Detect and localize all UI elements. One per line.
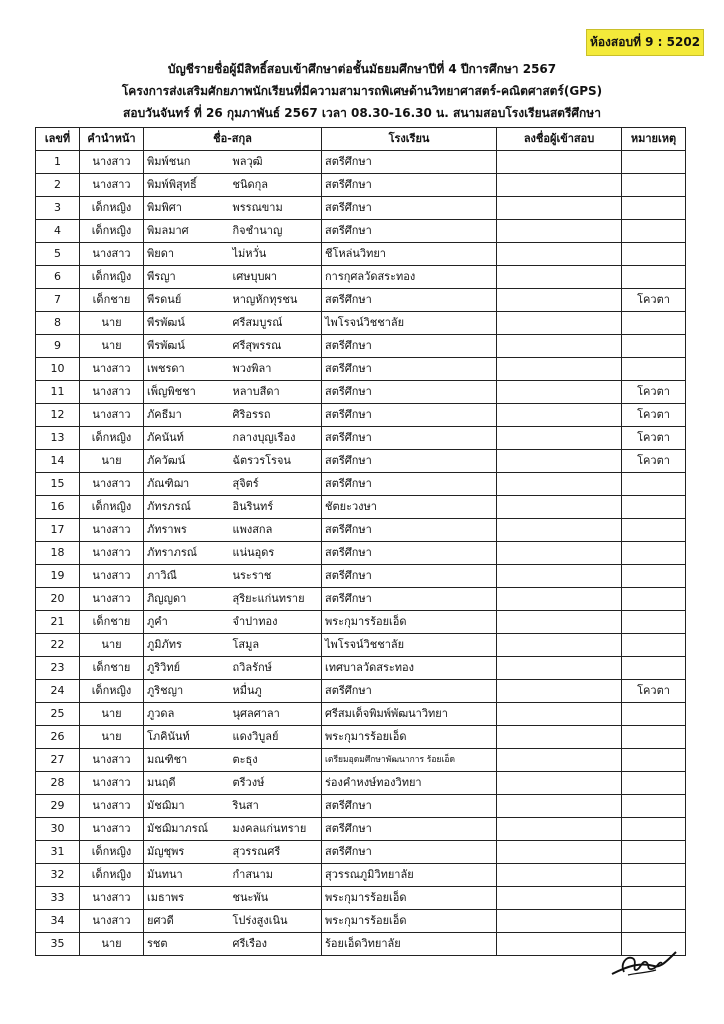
table-row [36, 197, 686, 220]
table-row [36, 818, 686, 841]
school-name: สตรีศึกษา [322, 680, 497, 703]
signature-cell [497, 266, 622, 289]
table-row [36, 657, 686, 680]
project-title: โครงการส่งเสริมศักยภาพนักเรียนที่มีความสามารถพิเศษด้านวิทยาศาสตร์-คณิตศาสตร์(GPS) [121, 84, 603, 98]
name-prefix: นางสาว [80, 887, 144, 910]
first-name: ภูคำ [144, 611, 230, 634]
note-cell [622, 151, 686, 174]
first-name: ภูริวิทย์ [144, 657, 230, 680]
name-prefix: นางสาว [80, 358, 144, 381]
row-number: 28 [36, 772, 80, 795]
row-number: 15 [36, 473, 80, 496]
name-prefix: นางสาว [80, 404, 144, 427]
table-row [36, 427, 686, 450]
table-row [36, 450, 686, 473]
table-row [36, 174, 686, 197]
last-name: นุศลศาลา [230, 703, 322, 726]
last-name: โปร่งสูงเนิน [230, 910, 322, 933]
school-name: สตรีศึกษา [322, 519, 497, 542]
signature-cell [497, 588, 622, 611]
table-row [36, 726, 686, 749]
first-name: พีรพัฒน์ [144, 335, 230, 358]
last-name: พวงพิลา [230, 358, 322, 381]
signature-cell [497, 611, 622, 634]
signature-cell [497, 542, 622, 565]
first-name: ภูวดล [144, 703, 230, 726]
name-prefix: นางสาว [80, 519, 144, 542]
name-prefix: นาย [80, 312, 144, 335]
school-name: ร่องคำหงษ์ทองวิทยา [322, 772, 497, 795]
first-name: ภัทราภรณ์ [144, 542, 230, 565]
note-cell [622, 542, 686, 565]
row-number: 20 [36, 588, 80, 611]
last-name: ศรีสุพรรณ [230, 335, 322, 358]
note-cell [622, 864, 686, 887]
signature-cell [497, 634, 622, 657]
name-prefix: นางสาว [80, 910, 144, 933]
signature-cell [497, 887, 622, 910]
first-name: มัญชุพร [144, 841, 230, 864]
school-name: สตรีศึกษา [322, 335, 497, 358]
col-header-school: โรงเรียน [322, 128, 497, 151]
note-cell [622, 312, 686, 335]
signature-cell [497, 381, 622, 404]
table-row [36, 496, 686, 519]
table-row [36, 588, 686, 611]
first-name: พิมพิศา [144, 197, 230, 220]
note-cell [622, 703, 686, 726]
signature-cell [497, 841, 622, 864]
signature-cell [497, 519, 622, 542]
school-name: พระกุมารร้อยเอ็ด [322, 611, 497, 634]
last-name: โสมูล [230, 634, 322, 657]
last-name: แพงสกล [230, 519, 322, 542]
table-header-row [36, 128, 686, 151]
note-cell [622, 220, 686, 243]
table-body [36, 151, 686, 956]
note-cell [622, 726, 686, 749]
name-prefix: นางสาว [80, 588, 144, 611]
signature-cell [497, 933, 622, 956]
first-name: เมธาพร [144, 887, 230, 910]
name-prefix: นาย [80, 703, 144, 726]
school-name: การกุศลวัดสระทอง [322, 266, 497, 289]
row-number: 11 [36, 381, 80, 404]
signature-cell [497, 772, 622, 795]
row-number: 7 [36, 289, 80, 312]
col-header-note: หมายเหตุ [622, 128, 686, 151]
name-prefix: เด็กหญิง [80, 496, 144, 519]
last-name: ชนิดกุล [230, 174, 322, 197]
note-cell: โควตา [622, 680, 686, 703]
table-row [36, 680, 686, 703]
table-row [36, 910, 686, 933]
school-name: สตรีศึกษา [322, 450, 497, 473]
name-prefix: เด็กหญิง [80, 427, 144, 450]
last-name: ศรีเรือง [230, 933, 322, 956]
school-name: ชัตยะวงษา [322, 496, 497, 519]
table-row [36, 542, 686, 565]
signature-cell [497, 496, 622, 519]
first-name: พิมพ์พิสุทธิ์ [144, 174, 230, 197]
first-name: พีรดนย์ [144, 289, 230, 312]
row-number: 26 [36, 726, 80, 749]
name-prefix: เด็กหญิง [80, 864, 144, 887]
table-row [36, 933, 686, 956]
table-row [36, 289, 686, 312]
signature-cell [497, 450, 622, 473]
name-prefix: เด็กชาย [80, 289, 144, 312]
first-name: มณฑิชา [144, 749, 230, 772]
name-prefix: นาย [80, 634, 144, 657]
table-row [36, 887, 686, 910]
col-header-no: เลขที่ [36, 128, 80, 151]
col-header-name: ชื่อ-สกุล [144, 128, 322, 151]
school-name: สตรีศึกษา [322, 795, 497, 818]
school-name: สตรีศึกษา [322, 818, 497, 841]
last-name: แดงวิบูลย์ [230, 726, 322, 749]
first-name: รชต [144, 933, 230, 956]
row-number: 8 [36, 312, 80, 335]
school-name: พระกุมารร้อยเอ็ด [322, 887, 497, 910]
note-cell [622, 749, 686, 772]
signature-cell [497, 243, 622, 266]
row-number: 13 [36, 427, 80, 450]
table-row [36, 795, 686, 818]
first-name: ภิญญดา [144, 588, 230, 611]
signature-cell [497, 220, 622, 243]
note-cell [622, 634, 686, 657]
col-header-signature: ลงชื่อผู้เข้าสอบ [497, 128, 622, 151]
name-prefix: นางสาว [80, 381, 144, 404]
last-name: อินรินทร์ [230, 496, 322, 519]
signature-cell [497, 174, 622, 197]
last-name: ฉัตรวรโรจน [230, 450, 322, 473]
last-name: ชนะพัน [230, 887, 322, 910]
school-name: เตรียมอุดมศึกษาพัฒนาการ ร้อยเอ็ด [322, 749, 497, 772]
note-cell [622, 266, 686, 289]
signature-cell [497, 197, 622, 220]
note-cell [622, 243, 686, 266]
name-prefix: นางสาว [80, 473, 144, 496]
first-name: ภัทราพร [144, 519, 230, 542]
table-row [36, 266, 686, 289]
last-name: นระราช [230, 565, 322, 588]
table-row [36, 519, 686, 542]
name-prefix: นางสาว [80, 749, 144, 772]
last-name: สุริยะแก่นทราย [230, 588, 322, 611]
last-name: จำปาทอง [230, 611, 322, 634]
signature-cell [497, 703, 622, 726]
school-name: สตรีศึกษา [322, 404, 497, 427]
row-number: 31 [36, 841, 80, 864]
school-name: ไพโรจน์วิชชาลัย [322, 634, 497, 657]
school-name: สตรีศึกษา [322, 174, 497, 197]
first-name: มันทนา [144, 864, 230, 887]
row-number: 21 [36, 611, 80, 634]
table-row [36, 772, 686, 795]
name-prefix: เด็กหญิง [80, 680, 144, 703]
first-name: มนฤดี [144, 772, 230, 795]
table-row [36, 565, 686, 588]
row-number: 1 [36, 151, 80, 174]
row-number: 35 [36, 933, 80, 956]
row-number: 19 [36, 565, 80, 588]
last-name: สุวรรณศรี [230, 841, 322, 864]
note-cell [622, 611, 686, 634]
school-name: สตรีศึกษา [322, 427, 497, 450]
first-name: ภัคธีมา [144, 404, 230, 427]
school-name: สตรีศึกษา [322, 473, 497, 496]
first-name: ยศวดี [144, 910, 230, 933]
table-row [36, 381, 686, 404]
name-prefix: เด็กหญิง [80, 220, 144, 243]
note-cell [622, 910, 686, 933]
school-name: สตรีศึกษา [322, 220, 497, 243]
last-name: ตะธุง [230, 749, 322, 772]
first-name: โภคินันท์ [144, 726, 230, 749]
row-number: 2 [36, 174, 80, 197]
school-name: สตรีศึกษา [322, 151, 497, 174]
row-number: 14 [36, 450, 80, 473]
signature-cell [497, 565, 622, 588]
school-name: สตรีศึกษา [322, 588, 497, 611]
last-name: กำสนาม [230, 864, 322, 887]
note-cell: โควตา [622, 404, 686, 427]
school-name: สตรีศึกษา [322, 565, 497, 588]
row-number: 5 [36, 243, 80, 266]
name-prefix: นาย [80, 335, 144, 358]
candidate-table [35, 127, 686, 956]
first-name: ภูริชญา [144, 680, 230, 703]
signature-cell [497, 404, 622, 427]
last-name: แน่นอุดร [230, 542, 322, 565]
signature-cell [497, 657, 622, 680]
first-name: เพ็ญพิชชา [144, 381, 230, 404]
first-name: มัชฌิมาภรณ์ [144, 818, 230, 841]
table-row [36, 473, 686, 496]
last-name: มงคลแก่นทราย [230, 818, 322, 841]
table-row [36, 312, 686, 335]
last-name: ศิริอรรถ [230, 404, 322, 427]
last-name: ศรีสมบูรณ์ [230, 312, 322, 335]
signature-cell [497, 289, 622, 312]
last-name: รินสา [230, 795, 322, 818]
last-name: ไม่หวั่น [230, 243, 322, 266]
row-number: 27 [36, 749, 80, 772]
room-number-badge: ห้องสอบที่ 9 : 5202 [586, 29, 704, 56]
first-name: ภัณฑิฌา [144, 473, 230, 496]
name-prefix: นางสาว [80, 542, 144, 565]
first-name: พิยดา [144, 243, 230, 266]
signature-cell [497, 749, 622, 772]
row-number: 22 [36, 634, 80, 657]
note-cell: โควตา [622, 381, 686, 404]
signature-cell [497, 726, 622, 749]
signature-cell [497, 312, 622, 335]
last-name: กิจชำนาญ [230, 220, 322, 243]
note-cell [622, 496, 686, 519]
name-prefix: นางสาว [80, 243, 144, 266]
school-name: สตรีศึกษา [322, 289, 497, 312]
handwritten-signature-icon [610, 944, 678, 980]
table-row [36, 703, 686, 726]
note-cell [622, 519, 686, 542]
signature-cell [497, 910, 622, 933]
name-prefix: นางสาว [80, 772, 144, 795]
first-name: ภาวิณี [144, 565, 230, 588]
first-name: มัชฌิมา [144, 795, 230, 818]
row-number: 25 [36, 703, 80, 726]
name-prefix: นางสาว [80, 565, 144, 588]
note-cell: โควตา [622, 289, 686, 312]
first-name: ภัคนันท์ [144, 427, 230, 450]
first-name: ภูมิภัทร [144, 634, 230, 657]
signature-cell [497, 795, 622, 818]
row-number: 30 [36, 818, 80, 841]
signature-cell [497, 473, 622, 496]
signature-cell [497, 864, 622, 887]
row-number: 29 [36, 795, 80, 818]
row-number: 10 [36, 358, 80, 381]
table-row [36, 634, 686, 657]
name-prefix: นาย [80, 450, 144, 473]
note-cell [622, 657, 686, 680]
school-name: เทศบาลวัดสระทอง [322, 657, 497, 680]
name-prefix: นาย [80, 726, 144, 749]
row-number: 16 [36, 496, 80, 519]
signature-cell [497, 358, 622, 381]
school-name: ร้อยเอ็ดวิทยาลัย [322, 933, 497, 956]
table-row [36, 220, 686, 243]
document-title: บัญชีรายชื่อผู้มีสิทธิ์สอบเข้าศึกษาต่อชั้นมัธยมศึกษาปีที่ 4 ปีการศึกษา 2567 [167, 62, 557, 76]
school-name: สตรีศึกษา [322, 381, 497, 404]
last-name: พรรณขาม [230, 197, 322, 220]
note-cell [622, 473, 686, 496]
table-row [36, 404, 686, 427]
school-name: ชีโหล่นวิทยา [322, 243, 497, 266]
note-cell [622, 841, 686, 864]
school-name: พระกุมารร้อยเอ็ด [322, 726, 497, 749]
first-name: ภัควัฒน์ [144, 450, 230, 473]
name-prefix: นางสาว [80, 795, 144, 818]
last-name: หลาบสีดา [230, 381, 322, 404]
exam-date-line: สอบวันจันทร์ ที่ 26 กุมภาพันธ์ 2567 เวลา 08.30-16.30 น. สนามสอบโรงเรียนสตรีศึกษา [123, 106, 601, 120]
last-name: ตรีวงษ์ [230, 772, 322, 795]
note-cell [622, 174, 686, 197]
name-prefix: เด็กชาย [80, 657, 144, 680]
name-prefix: นางสาว [80, 151, 144, 174]
school-name: ไพโรจน์วิชชาลัย [322, 312, 497, 335]
row-number: 18 [36, 542, 80, 565]
first-name: เพชรดา [144, 358, 230, 381]
school-name: สตรีศึกษา [322, 841, 497, 864]
row-number: 4 [36, 220, 80, 243]
row-number: 12 [36, 404, 80, 427]
table-row [36, 841, 686, 864]
note-cell [622, 358, 686, 381]
last-name: หมื่นภู [230, 680, 322, 703]
first-name: พิมพ์ชนก [144, 151, 230, 174]
school-name: สตรีศึกษา [322, 358, 497, 381]
last-name: หาญหักทุรชน [230, 289, 322, 312]
note-cell [622, 197, 686, 220]
row-number: 9 [36, 335, 80, 358]
signature-cell [497, 680, 622, 703]
table-row [36, 611, 686, 634]
table-row [36, 358, 686, 381]
last-name: สุจิตร์ [230, 473, 322, 496]
signature-cell [497, 818, 622, 841]
row-number: 34 [36, 910, 80, 933]
note-cell [622, 772, 686, 795]
row-number: 6 [36, 266, 80, 289]
first-name: พีรญา [144, 266, 230, 289]
table-row [36, 243, 686, 266]
name-prefix: เด็กชาย [80, 611, 144, 634]
name-prefix: นางสาว [80, 174, 144, 197]
school-name: สุวรรณภูมิวิทยาลัย [322, 864, 497, 887]
note-cell [622, 565, 686, 588]
last-name: พลวุฒิ [230, 151, 322, 174]
first-name: พีรพัฒน์ [144, 312, 230, 335]
name-prefix: เด็กหญิง [80, 197, 144, 220]
note-cell: โควตา [622, 450, 686, 473]
school-name: สตรีศึกษา [322, 542, 497, 565]
school-name: พระกุมารร้อยเอ็ด [322, 910, 497, 933]
table-row [36, 864, 686, 887]
name-prefix: เด็กหญิง [80, 841, 144, 864]
note-cell: โควตา [622, 427, 686, 450]
row-number: 3 [36, 197, 80, 220]
row-number: 17 [36, 519, 80, 542]
note-cell [622, 588, 686, 611]
first-name: พิมลมาศ [144, 220, 230, 243]
name-prefix: เด็กหญิง [80, 266, 144, 289]
signature-cell [497, 427, 622, 450]
last-name: เศษบุบผา [230, 266, 322, 289]
table-row [36, 749, 686, 772]
table-row [36, 151, 686, 174]
col-header-title: คำนำหน้า [80, 128, 144, 151]
name-prefix: นาย [80, 933, 144, 956]
first-name: ภัทรภรณ์ [144, 496, 230, 519]
signature-cell [497, 335, 622, 358]
school-name: ศรีสมเด็จพิมพ์พัฒนาวิทยา [322, 703, 497, 726]
last-name: ถวิลรักษ์ [230, 657, 322, 680]
last-name: กลางบุญเรือง [230, 427, 322, 450]
row-number: 33 [36, 887, 80, 910]
note-cell [622, 818, 686, 841]
note-cell [622, 795, 686, 818]
name-prefix: นางสาว [80, 818, 144, 841]
row-number: 24 [36, 680, 80, 703]
signature-cell [497, 151, 622, 174]
row-number: 32 [36, 864, 80, 887]
table-row [36, 335, 686, 358]
school-name: สตรีศึกษา [322, 197, 497, 220]
row-number: 23 [36, 657, 80, 680]
note-cell [622, 887, 686, 910]
note-cell [622, 335, 686, 358]
